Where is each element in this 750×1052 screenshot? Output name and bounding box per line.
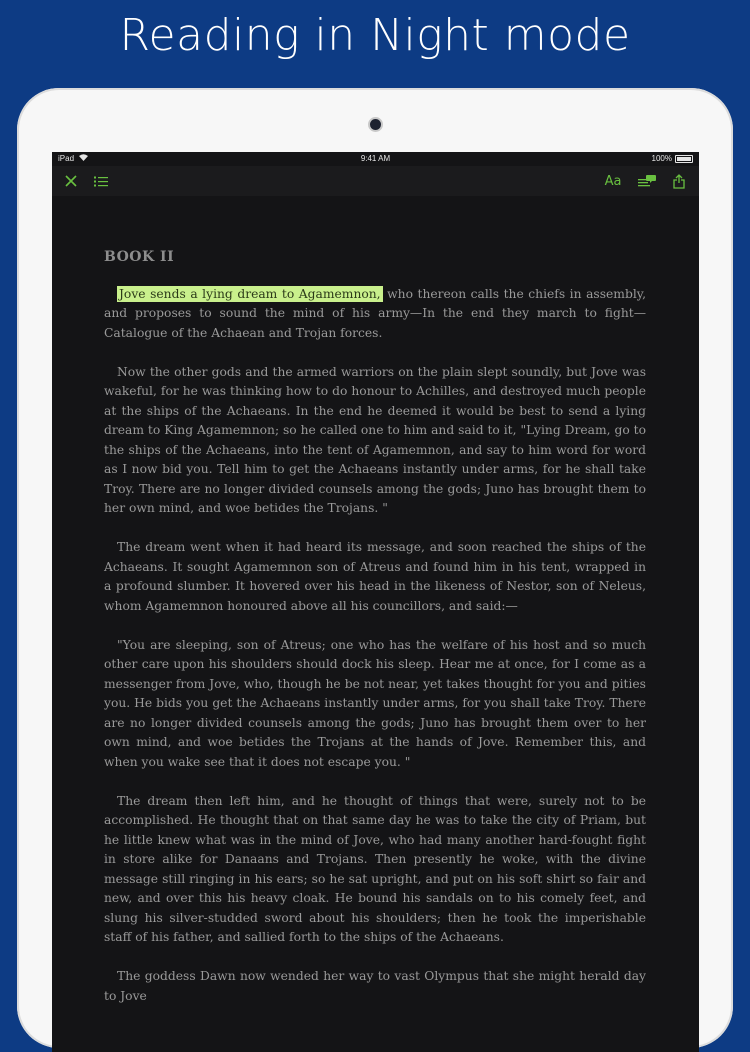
battery-percent: 100% — [651, 154, 672, 163]
paragraph: The goddess Dawn now wended her way to vast Olympus that she might herald day to Jove — [104, 969, 646, 1003]
summary-text: who thereon calls the chiefs in assembly, and proposes to sound the mind of his army—In the end they march to fight—Catalogue of the Achaean and Trojan forces. — [104, 286, 646, 340]
screen — [52, 152, 699, 1052]
status-battery — [652, 152, 693, 166]
book-content — [104, 248, 646, 1026]
chapter-summary — [104, 285, 646, 344]
reader-toolbar — [52, 166, 699, 196]
device-name: iPad — [58, 154, 75, 163]
battery-icon — [675, 155, 693, 163]
status-time: 9:41 AM — [360, 154, 391, 163]
ipad-device — [17, 88, 733, 1048]
camera — [370, 119, 381, 130]
paragraph: The dream went when it had heard its message, and soon reached the ships of the Achaeans. It sought Agamemnon son of Atreus and found him in his tent, wrapped in a profound slumber. It hovered over his head in the likeness of Nestor, son of Neleus, whom Agamemnon honoured above all his councillors, and said:— — [104, 540, 646, 613]
paragraph: Now the other gods and the armed warriors on the plain slept soundly, but Jove was wakeful, for he was thinking how to do honour to Achilles, and destroyed much people at the ships of the Achaeans. In the end he deemed it would be best to send a lying dream to King Agamemnon; so he called one to him and said to it, "Lying Dream, go to the ships of the Achaeans, into the tent of Agamemnon, and say to him word for word as I now bid you. Tell him to get the Achaeans instantly under arms, for he shall take Troy. There are no longer divided counsels among the gods; Juno has brought them to her own mind, and woe betides the Trojans. " — [104, 364, 646, 515]
status-bar — [52, 152, 699, 166]
notes-icon[interactable] — [636, 171, 658, 191]
font-size-icon[interactable]: Aa — [604, 173, 622, 189]
chapter-title: BOOK II — [104, 249, 175, 265]
headline: Reading in Night mode — [119, 10, 631, 61]
paragraph: "You are sleeping, son of Atreus; one who has the welfare of his host and so much other care upon his shoulders should dock his sleep. Hear me at once, for I come as a messenger from Jove, who, though he be not near, yet takes thought for you and pities you. He bids you get the Achaeans instantly under arms, for you shall take Troy. There are no longer divided counsels among the gods; Juno has brought them over to her own mind, and woe betides the Trojans at the hands of Jove. Remember this, and when you wake see that it does not escape you. " — [104, 637, 646, 769]
list-icon[interactable] — [90, 171, 112, 191]
share-icon[interactable] — [668, 171, 690, 191]
highlighted-text[interactable]: Jove sends a lying dream to Agamemnon, — [119, 286, 381, 301]
paragraph: The dream then left him, and he thought of things that were, surely not to be accomplished. He thought that on that same day he was to take the city of Priam, but he little knew what was in the mind of Jove, who had many another hard-fought fight in store alike for Danaans and Trojans. Then presently he woke, with the divine message still ringing in his ears; so he sat upright, and put on his soft shirt so fair and new, and over this his heavy cloak. He bound his sandals on to his comely feet, and slung his silver-studded sword about his shoulders; then he took the imperishable staff of his father, and sallied forth to the ships of the Achaeans. — [104, 793, 646, 944]
close-icon[interactable] — [60, 171, 82, 191]
